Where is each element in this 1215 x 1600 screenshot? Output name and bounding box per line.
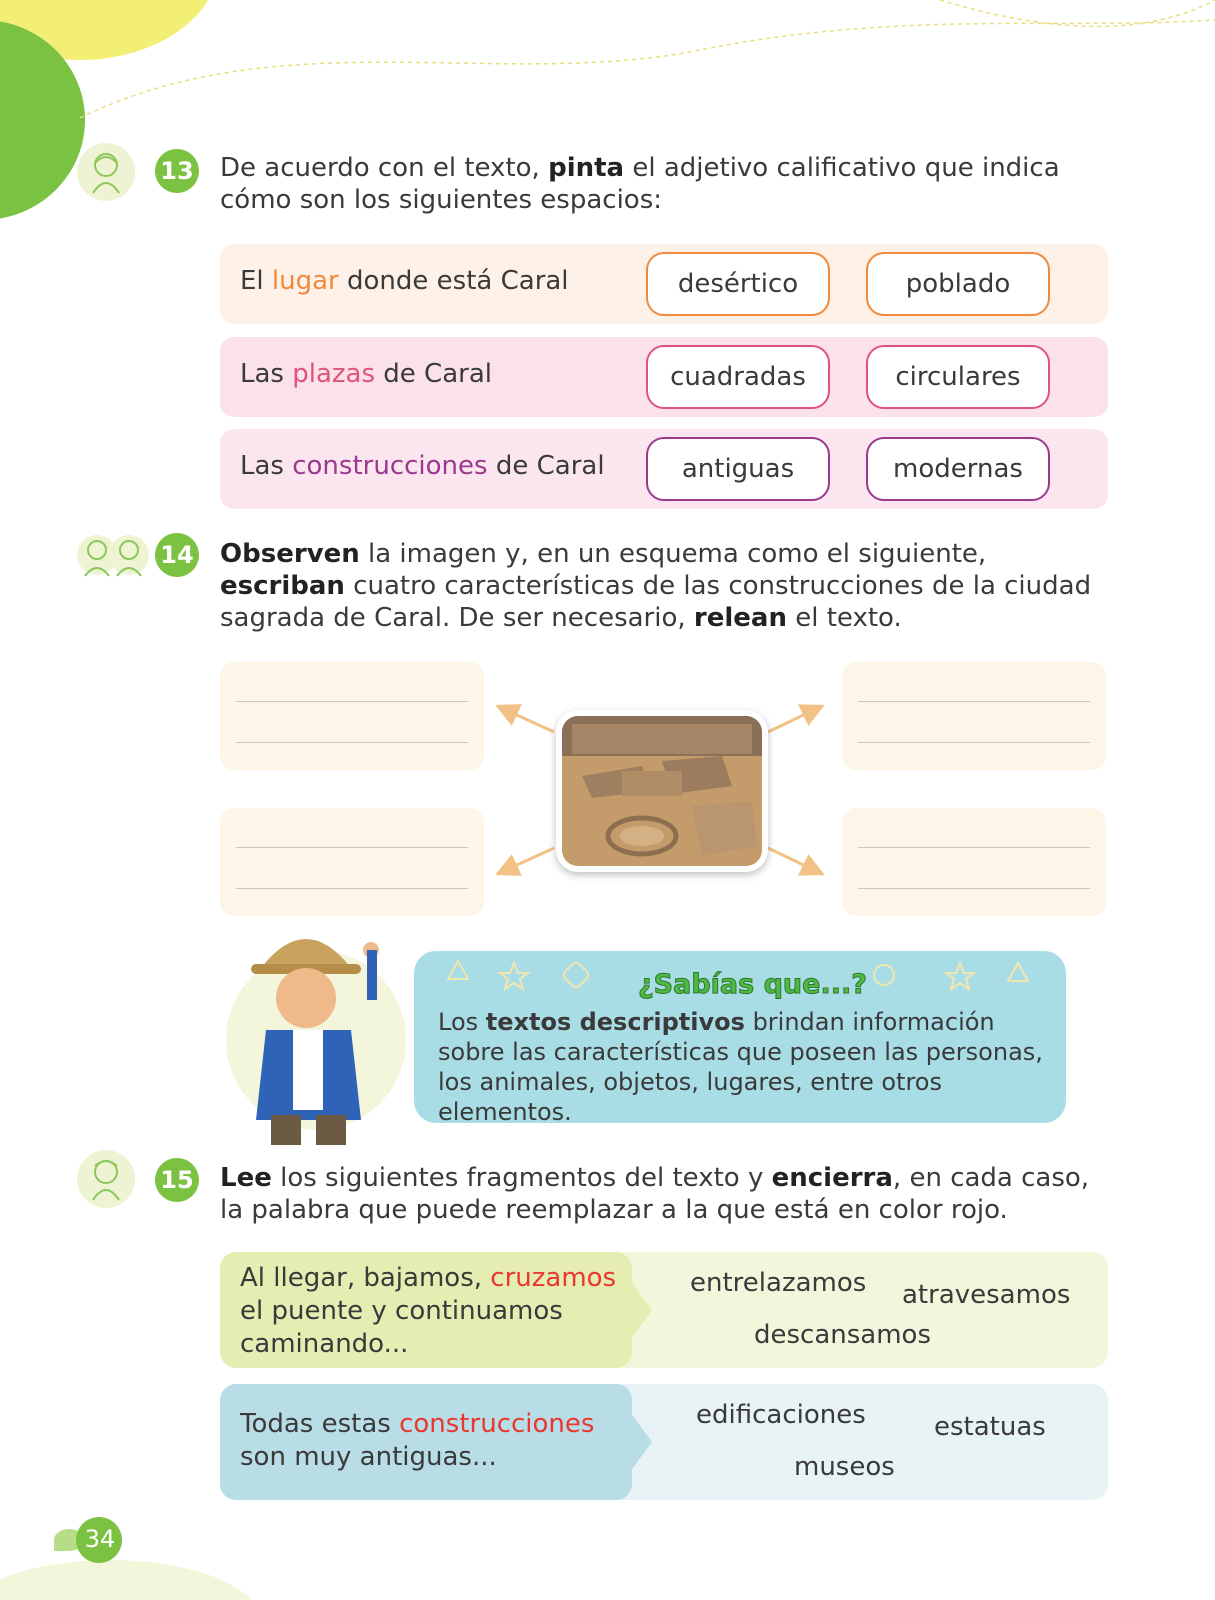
fragment-1-quote — [220, 1252, 632, 1368]
question-number-13: 13 — [155, 149, 199, 193]
row-label: Las plazas de Caral — [240, 359, 492, 389]
bottom-decoration — [0, 1560, 260, 1600]
row-label: Las construcciones de Caral — [240, 451, 605, 481]
student-icon — [77, 1150, 135, 1208]
fragment-2 — [220, 1384, 1108, 1500]
row-label: El lugar donde está Caral — [240, 266, 569, 296]
option-modernas[interactable]: modernas — [866, 437, 1050, 501]
student-icon — [77, 143, 135, 201]
word-option[interactable]: estatuas — [934, 1412, 1046, 1442]
word-option[interactable]: entrelazamos — [690, 1268, 867, 1298]
did-you-know-title: ¿Sabías que...? — [638, 969, 867, 1000]
q13-row-plazas — [220, 337, 1108, 417]
option-desertico[interactable]: desértico — [646, 252, 830, 316]
word-option[interactable]: descansamos — [754, 1320, 932, 1350]
option-poblado[interactable]: poblado — [866, 252, 1050, 316]
pair-icon — [77, 526, 149, 584]
answer-box-bottom-left[interactable] — [220, 808, 484, 916]
page-number: 34 — [54, 1517, 120, 1567]
question-13-text: De acuerdo con el texto, pinta el adjetivo calificativo que indica cómo son los siguientes espacios: — [220, 153, 1060, 215]
answer-box-bottom-right[interactable] — [842, 808, 1106, 916]
option-cuadradas[interactable]: cuadradas — [646, 345, 830, 409]
fragment-arrow — [630, 1280, 654, 1340]
caral-ruins-photo — [556, 710, 768, 872]
question-14-text: Observen la imagen y, en un esquema como el siguiente, escriban cuatro características de las construcciones de la ciudad sagrada de Caral. De ser necesario, relean el texto. — [220, 539, 1092, 633]
option-circulares[interactable]: circulares — [866, 345, 1050, 409]
fragment-2-text: Todas estas construcciones son muy antiguas... — [240, 1409, 595, 1472]
fragment-1-text: Al llegar, bajamos, cruzamos el puente y continuamos caminando... — [240, 1263, 617, 1359]
fragment-2-quote — [220, 1384, 632, 1500]
decorative-dashed-line — [80, 0, 1215, 140]
fragment-arrow — [630, 1412, 654, 1472]
boy-illustration — [221, 920, 407, 1150]
answer-box-top-left[interactable] — [220, 662, 484, 770]
word-option[interactable]: atravesamos — [902, 1280, 1071, 1310]
did-you-know-box — [414, 951, 1066, 1126]
word-option[interactable]: museos — [794, 1452, 895, 1482]
question-number-14: 14 — [155, 533, 199, 577]
word-option[interactable]: edificaciones — [696, 1400, 866, 1430]
fragment-1 — [220, 1252, 1108, 1368]
question-15-text: Lee los siguientes fragmentos del texto y encierra, en cada caso, la palabra que puede reemplazar a la que está en color rojo. — [220, 1163, 1090, 1225]
q13-row-lugar — [220, 244, 1108, 324]
did-you-know-text: Los textos descriptivos brindan información sobre las características que poseen las personas, los animales, objetos, lugares, entre otros elementos. — [438, 1008, 1043, 1126]
answer-box-top-right[interactable] — [842, 662, 1106, 770]
option-antiguas[interactable]: antiguas — [646, 437, 830, 501]
q13-row-construcciones — [220, 429, 1108, 509]
question-number-15: 15 — [155, 1158, 199, 1202]
